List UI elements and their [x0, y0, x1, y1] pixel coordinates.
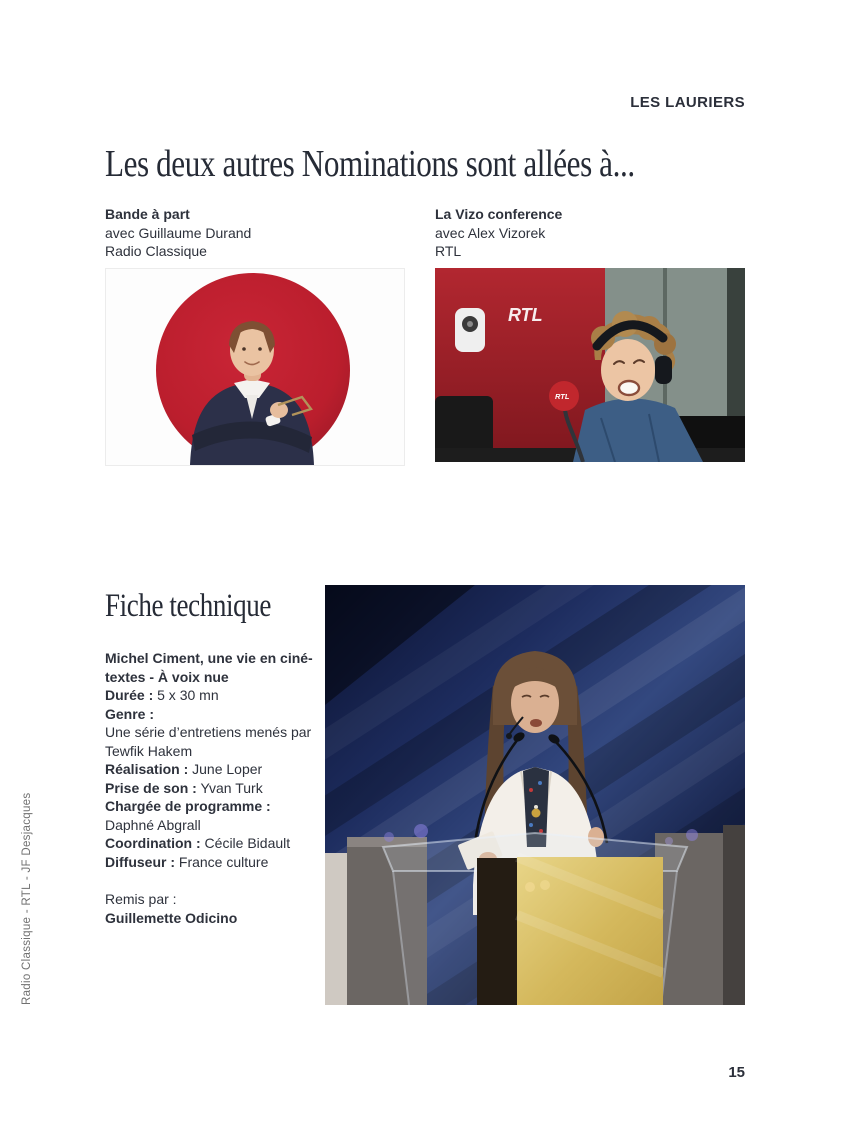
remis-par-block: [105, 890, 333, 927]
fiche-field-prise-de-son: Prise de son : Yvan Turk: [105, 779, 263, 796]
red-circle-portrait-illustration: [106, 269, 404, 465]
rtl-wall-logo: RTL: [508, 305, 543, 325]
photo-credit-vertical: Radio Classique - RTL - JF Desjacques: [21, 792, 33, 1005]
program-title: Michel Ciment, une vie en ciné-textes - À voix nue: [105, 650, 313, 685]
nomination-show-name: La Vizo conference: [435, 206, 563, 222]
fiche-field-realisation: Réalisation : June Loper: [105, 761, 263, 777]
section-kicker: LES LAURIERS: [630, 94, 745, 111]
nomination-station: RTL: [435, 243, 462, 259]
rtl-mic-logo: RTL: [555, 392, 570, 401]
award-stage-illustration: [325, 585, 745, 1005]
nomination-col-bande-a-part: [105, 205, 405, 261]
rtl-studio-illustration: [435, 268, 745, 462]
fiche-technique-block: [105, 649, 333, 927]
fiche-technique-title: Fiche technique: [105, 588, 271, 624]
fiche-field-chargee-de-programme: Chargée de programme : Daphné Abgrall: [105, 798, 271, 833]
nomination-show-name: Bande à part: [105, 206, 190, 222]
remis-par-name: Guillemette Odicino: [105, 909, 238, 926]
photo-guillemette-odicino: [325, 585, 745, 1005]
page-title: Les deux autres Nominations sont allées à...: [105, 143, 635, 185]
fiche-field-duree: Durée : 5 x 30 mn: [105, 687, 219, 703]
nomination-host: avec Guillaume Durand: [105, 224, 252, 241]
nomination-station: Radio Classique: [105, 243, 207, 259]
fiche-field-coordination: Coordination : Cécile Bidault: [105, 835, 291, 851]
remis-par-label: Remis par :: [105, 891, 177, 907]
nomination-col-la-vizo-conference: [435, 205, 735, 261]
page-number: 15: [728, 1064, 745, 1081]
photo-alex-vizorek: [435, 268, 745, 462]
nomination-host: avec Alex Vizorek: [435, 224, 546, 241]
photo-guillaume-durand: [105, 268, 405, 466]
fiche-field-genre: Genre : Une série d’entretiens menés par Tewfik Hakem: [105, 705, 312, 759]
fiche-field-diffuseur: Diffuseur : France culture: [105, 853, 269, 870]
